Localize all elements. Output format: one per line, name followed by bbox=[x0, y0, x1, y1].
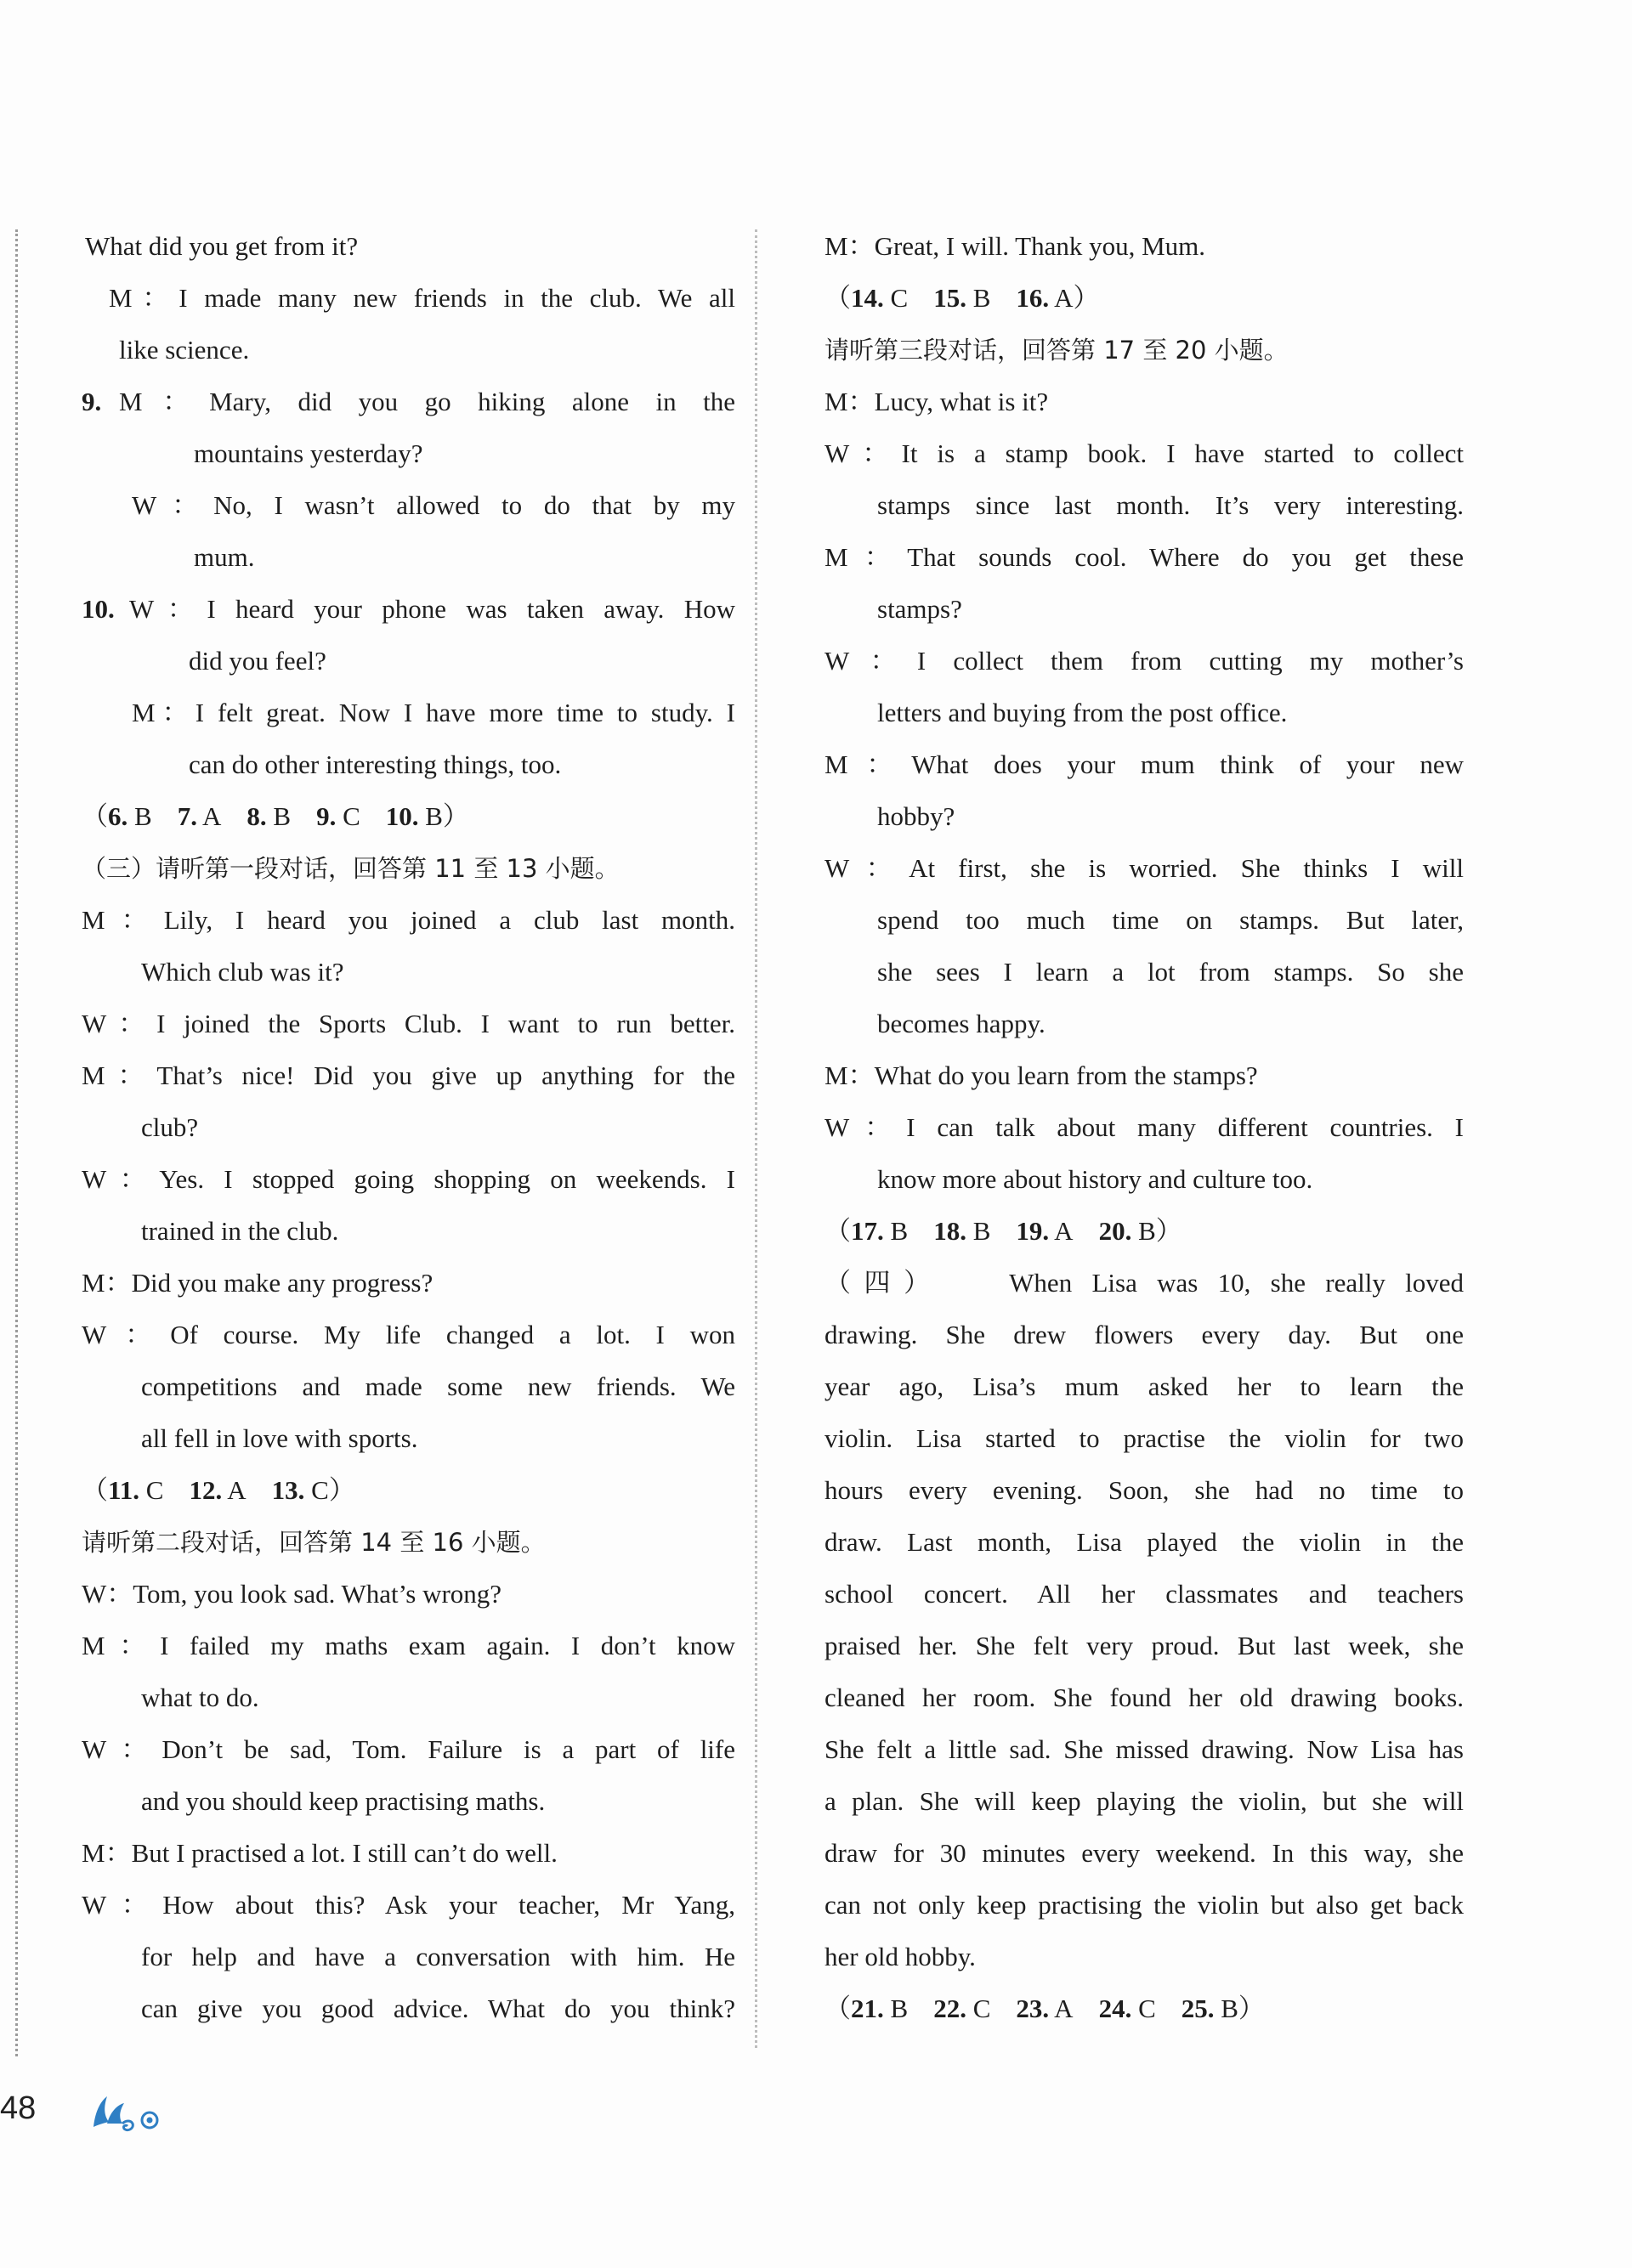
column-divider bbox=[755, 229, 757, 2048]
answer-item bbox=[933, 1216, 990, 1246]
left-line bbox=[132, 479, 735, 532]
question-number: 9. bbox=[316, 801, 337, 831]
right-line bbox=[824, 1516, 1464, 1569]
answer-item bbox=[1016, 283, 1099, 313]
right-line bbox=[824, 324, 1464, 376]
line-text: W：Tom, you look sad. What’s wrong? bbox=[82, 1579, 502, 1609]
line-text: W：I heard your phone was taken away. How bbox=[129, 594, 735, 624]
right-line bbox=[824, 1568, 1464, 1620]
line-text: M：I felt great. Now I have more time to study. I bbox=[132, 698, 735, 727]
answer-letter: B） bbox=[1138, 1216, 1182, 1246]
question-number: 22. bbox=[933, 1994, 966, 2023]
line-text: competitions and made some new friends. We bbox=[141, 1372, 735, 1401]
line-text: 请听第三段对话，回答第 17 至 20 小题。 bbox=[824, 336, 1289, 365]
right-line bbox=[824, 1412, 1464, 1465]
right-line bbox=[824, 376, 1464, 428]
line-text: M：That’s nice! Did you give up anything for the bbox=[82, 1060, 735, 1090]
line-text: M：Great, I will. Thank you, Mum. bbox=[824, 231, 1206, 261]
left-line bbox=[194, 531, 735, 584]
question-number: 16. bbox=[1016, 283, 1050, 313]
left-line bbox=[189, 635, 735, 687]
question-number: 25. bbox=[1181, 1994, 1215, 2023]
line-text: club? bbox=[141, 1112, 199, 1142]
line-text: mum. bbox=[194, 542, 255, 572]
line-text: letters and buying from the post office. bbox=[877, 698, 1288, 727]
answer-letter: B bbox=[134, 801, 152, 831]
answer-item bbox=[1016, 1994, 1073, 2023]
answer-letter: B bbox=[890, 1216, 909, 1246]
item-number: 9. bbox=[82, 387, 102, 416]
line-text: like science. bbox=[119, 335, 250, 365]
line-text: M：What do you learn from the stamps? bbox=[824, 1060, 1258, 1090]
question-number: 24. bbox=[1098, 1994, 1132, 2023]
line-text: praised her. She felt very proud. But last week, she bbox=[824, 1631, 1464, 1660]
line-text: M：Lily, I heard you joined a club last month. bbox=[82, 905, 735, 935]
line-text: can not only keep practising the violin but also get back bbox=[824, 1890, 1464, 1920]
answer-item bbox=[1016, 1216, 1073, 1246]
line-text: draw. Last month, Lisa played the violin in the bbox=[824, 1527, 1464, 1557]
line-text: W：It is a stamp book. I have started to collect bbox=[824, 438, 1464, 468]
answer-letter: C bbox=[145, 1475, 164, 1505]
right-answer-key bbox=[824, 272, 1464, 325]
line-text: all fell in love with sports. bbox=[141, 1423, 418, 1453]
line-text: draw for 30 minutes every weekend. In this way, she bbox=[824, 1838, 1464, 1868]
left-line bbox=[141, 1775, 735, 1828]
line-text: cleaned her room. She found her old drawing books. bbox=[824, 1683, 1464, 1712]
left-line bbox=[82, 998, 735, 1050]
line-text: trained in the club. bbox=[141, 1216, 339, 1246]
line-text: did you feel? bbox=[189, 646, 326, 676]
line-text: stamps since last month. It’s very interesting. bbox=[877, 490, 1464, 520]
line-text: （四） When Lisa was 10, she really loved bbox=[824, 1268, 1464, 1298]
line-text: M：But I practised a lot. I still can’t do well. bbox=[82, 1838, 558, 1868]
line-text: her old hobby. bbox=[824, 1942, 976, 1971]
line-text: spend too much time on stamps. But later, bbox=[877, 905, 1464, 935]
left-line bbox=[82, 1723, 735, 1776]
right-line bbox=[824, 1360, 1464, 1413]
left-line bbox=[119, 324, 735, 376]
answer-item bbox=[189, 1475, 246, 1505]
item-number: 10. bbox=[82, 594, 115, 624]
line-text: drawing. She drew flowers every day. But one bbox=[824, 1320, 1464, 1349]
left-line bbox=[141, 946, 735, 998]
answer-open-paren: （ bbox=[824, 283, 851, 313]
question-number: 12. bbox=[189, 1475, 223, 1505]
right-answer-key bbox=[824, 1205, 1464, 1258]
line-text: a plan. She will keep playing the violin, but she will bbox=[824, 1786, 1464, 1816]
answer-letter: C bbox=[343, 801, 360, 831]
left-line bbox=[109, 272, 735, 325]
answer-letter: B bbox=[972, 283, 991, 313]
question-number: 14. bbox=[851, 283, 884, 313]
answer-letter: A） bbox=[1054, 283, 1100, 313]
line-text: 请听第二段对话，回答第 14 至 16 小题。 bbox=[82, 1528, 546, 1557]
answer-letter: A bbox=[227, 1475, 246, 1505]
left-line bbox=[141, 1931, 735, 1983]
answer-letter: A bbox=[1054, 1216, 1074, 1246]
question-number: 10. bbox=[385, 801, 419, 831]
right-line bbox=[824, 1879, 1464, 1931]
line-text: stamps? bbox=[877, 594, 962, 624]
answer-open-paren: （ bbox=[824, 1994, 851, 2023]
answer-item bbox=[246, 801, 291, 831]
question-number: 7. bbox=[177, 801, 197, 831]
answer-item bbox=[824, 1216, 908, 1246]
left-line bbox=[141, 1205, 735, 1258]
right-line bbox=[824, 1827, 1464, 1880]
right-line bbox=[824, 1671, 1464, 1724]
line-text: W：Yes. I stopped going shopping on weekends. I bbox=[82, 1164, 735, 1194]
answer-item bbox=[272, 1475, 355, 1505]
answer-item bbox=[933, 283, 990, 313]
line-text: （三）请听第一段对话，回答第 11 至 13 小题。 bbox=[82, 854, 620, 883]
right-line bbox=[824, 738, 1464, 791]
answer-item bbox=[1099, 1216, 1182, 1246]
line-text: she sees I learn a lot from stamps. So she bbox=[877, 957, 1464, 987]
line-text: M：I made many new friends in the club. We all bbox=[109, 283, 735, 313]
line-text: M：What does your mum think of your new bbox=[824, 749, 1464, 779]
question-number: 23. bbox=[1016, 1994, 1050, 2023]
right-line bbox=[877, 1153, 1464, 1206]
answer-letter: A bbox=[1054, 1994, 1074, 2023]
line-text: Which club was it? bbox=[141, 957, 344, 987]
answer-item bbox=[824, 1994, 908, 2023]
left-line bbox=[132, 687, 735, 739]
left-line bbox=[194, 427, 735, 480]
right-line bbox=[877, 687, 1464, 739]
line-text: hours every evening. Soon, she had no time to bbox=[824, 1475, 1464, 1505]
line-text: can give you good advice. What do you think? bbox=[141, 1994, 735, 2023]
answer-item bbox=[1182, 1994, 1265, 2023]
left-line bbox=[82, 1153, 735, 1206]
left-line bbox=[82, 894, 735, 947]
question-number: 11. bbox=[108, 1475, 140, 1505]
line-text: becomes happy. bbox=[877, 1009, 1046, 1038]
question-number: 6. bbox=[108, 801, 128, 831]
left-line bbox=[189, 738, 735, 791]
line-text: W：I collect them from cutting my mother’s bbox=[824, 646, 1464, 676]
right-line bbox=[824, 635, 1464, 687]
left-line bbox=[141, 1982, 735, 2035]
answer-letter: B bbox=[972, 1216, 991, 1246]
right-line bbox=[824, 427, 1464, 480]
line-text: school concert. All her classmates and teachers bbox=[824, 1579, 1464, 1609]
line-text: W：I can talk about many different countries. I bbox=[824, 1112, 1464, 1142]
line-text: What did you get from it? bbox=[85, 231, 359, 261]
answer-letter: B） bbox=[425, 801, 469, 831]
left-answer-key bbox=[82, 790, 735, 843]
question-number: 8. bbox=[246, 801, 267, 831]
line-text: mountains yesterday? bbox=[194, 438, 423, 468]
left-line bbox=[141, 1412, 735, 1465]
right-line bbox=[824, 1723, 1464, 1776]
line-text: for help and have a conversation with him. He bbox=[141, 1942, 735, 1971]
right-line bbox=[824, 1775, 1464, 1828]
question-number: 13. bbox=[271, 1475, 305, 1505]
right-line bbox=[824, 1620, 1464, 1672]
line-text: W：I joined the Sports Club. I want to run better. bbox=[82, 1009, 735, 1038]
answer-item bbox=[178, 801, 222, 831]
question-number: 17. bbox=[851, 1216, 884, 1246]
line-text: year ago, Lisa’s mum asked her to learn the bbox=[824, 1372, 1464, 1401]
answer-letter: A bbox=[201, 801, 222, 831]
question-number: 21. bbox=[851, 1994, 884, 2023]
right-line bbox=[877, 894, 1464, 947]
answer-letter: C bbox=[890, 283, 909, 313]
right-line bbox=[824, 1257, 1464, 1309]
right-line bbox=[877, 479, 1464, 532]
answer-item bbox=[82, 801, 152, 831]
answer-item bbox=[82, 1475, 163, 1505]
line-text: W：Don’t be sad, Tom. Failure is a part of life bbox=[82, 1734, 735, 1764]
line-text: know more about history and culture too. bbox=[877, 1164, 1313, 1194]
right-line bbox=[824, 1049, 1464, 1102]
right-line bbox=[877, 790, 1464, 843]
right-line bbox=[877, 946, 1464, 998]
answer-item bbox=[824, 283, 908, 313]
right-line bbox=[824, 1309, 1464, 1361]
line-text: W：How about this? Ask your teacher, Mr Yang, bbox=[82, 1890, 735, 1920]
left-line bbox=[82, 583, 735, 636]
question-number: 15. bbox=[933, 283, 966, 313]
left-binding-dots bbox=[15, 229, 18, 2056]
left-line bbox=[82, 1620, 735, 1672]
line-text: violin. Lisa started to practise the violin for two bbox=[824, 1423, 1464, 1453]
line-text: hobby? bbox=[877, 801, 955, 831]
line-text: and you should keep practising maths. bbox=[141, 1786, 546, 1816]
answer-open-paren: （ bbox=[82, 1475, 108, 1505]
left-line bbox=[82, 1309, 735, 1361]
answer-item bbox=[386, 801, 469, 831]
question-number: 20. bbox=[1098, 1216, 1132, 1246]
question-number: 18. bbox=[933, 1216, 966, 1246]
answer-letter: C bbox=[972, 1994, 991, 2023]
right-line bbox=[877, 998, 1464, 1050]
line-text: M：I failed my maths exam again. I don’t know bbox=[82, 1631, 735, 1660]
right-line bbox=[824, 1931, 1464, 1983]
line-text: M：Mary, did you go hiking alone in the bbox=[119, 387, 735, 416]
answer-letter: B bbox=[273, 801, 292, 831]
right-line bbox=[877, 583, 1464, 636]
left-line bbox=[82, 842, 735, 895]
answer-letter: B） bbox=[1221, 1994, 1265, 2023]
line-text: She felt a little sad. She missed drawing. Now Lisa has bbox=[824, 1734, 1464, 1764]
line-text: M：Did you make any progress? bbox=[82, 1268, 434, 1298]
line-text: W：No, I wasn’t allowed to do that by my bbox=[132, 490, 735, 520]
left-line bbox=[82, 1049, 735, 1102]
right-line bbox=[824, 531, 1464, 584]
swirl-leaf-logo-icon bbox=[88, 2086, 165, 2134]
line-text: what to do. bbox=[141, 1683, 259, 1712]
answer-letter: B bbox=[890, 1994, 909, 2023]
left-line bbox=[141, 1101, 735, 1154]
left-line bbox=[82, 376, 735, 428]
left-line bbox=[82, 1516, 735, 1569]
right-line bbox=[824, 1101, 1464, 1154]
line-text: W：At first, she is worried. She thinks I will bbox=[824, 853, 1464, 883]
answer-item bbox=[1099, 1994, 1156, 2023]
left-line bbox=[82, 1879, 735, 1931]
line-text: W：Of course. My life changed a lot. I won bbox=[82, 1320, 735, 1349]
right-line bbox=[824, 1464, 1464, 1517]
answer-letter: C） bbox=[311, 1475, 355, 1505]
left-line bbox=[141, 1671, 735, 1724]
right-line bbox=[824, 842, 1464, 895]
left-line bbox=[141, 1360, 735, 1413]
answer-item bbox=[316, 801, 360, 831]
line-text: M：That sounds cool. Where do you get these bbox=[824, 542, 1464, 572]
left-answer-key bbox=[82, 1464, 735, 1517]
answer-item bbox=[933, 1994, 990, 2023]
right-answer-key bbox=[824, 1982, 1464, 2035]
left-line bbox=[82, 1568, 735, 1620]
answer-open-paren: （ bbox=[824, 1216, 851, 1246]
left-line bbox=[82, 1827, 735, 1880]
answer-letter: C bbox=[1138, 1994, 1156, 2023]
page-number: 48 bbox=[0, 2090, 37, 2126]
left-line bbox=[82, 1257, 735, 1309]
question-number: 19. bbox=[1016, 1216, 1050, 1246]
right-line bbox=[824, 220, 1464, 273]
answer-open-paren: （ bbox=[82, 801, 108, 831]
line-text: can do other interesting things, too. bbox=[189, 749, 562, 779]
line-text: M：Lucy, what is it? bbox=[824, 387, 1049, 416]
left-line bbox=[85, 220, 735, 273]
